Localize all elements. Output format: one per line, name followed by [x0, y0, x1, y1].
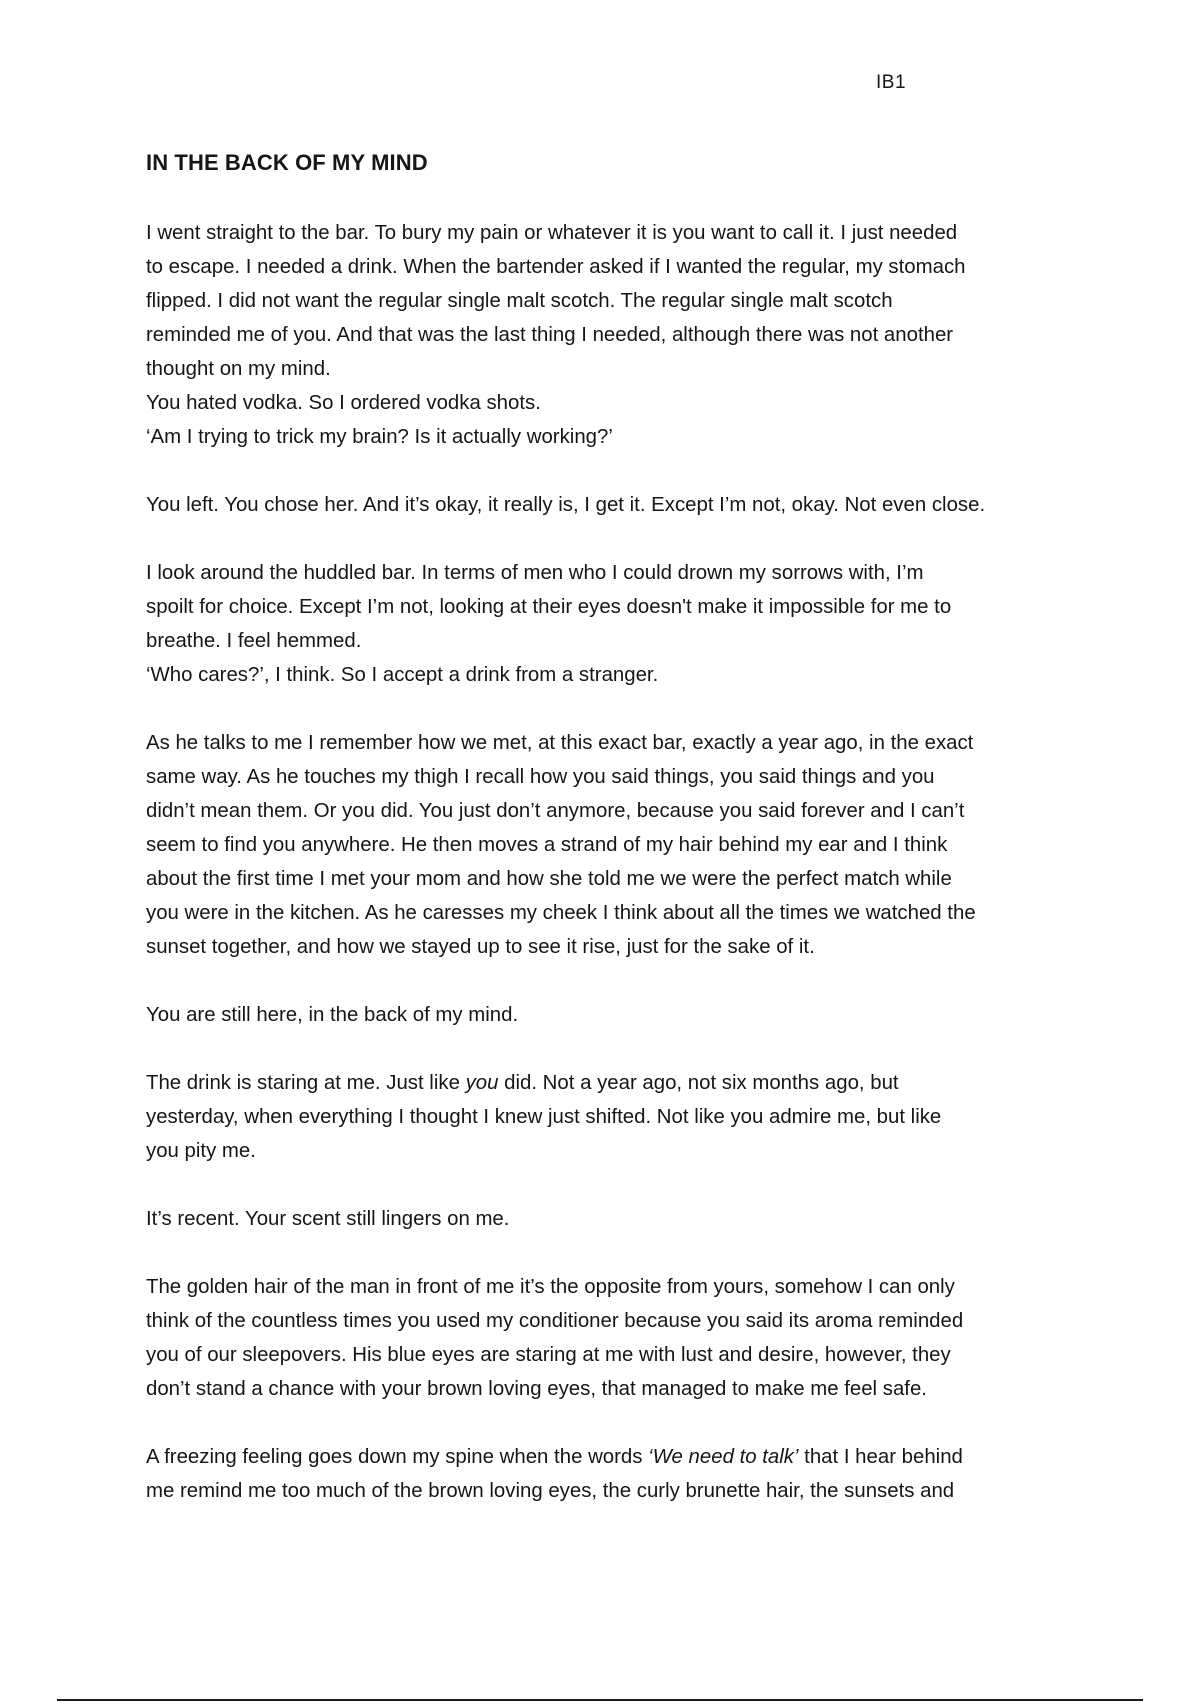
paragraph-line: me remind me too much of the brown loving eyes, the curly brunette hair, the sunsets and: [146, 1480, 955, 1502]
paragraph-8: [146, 1270, 1066, 1406]
paragraph-line: spoilt for choice. Except I’m not, looking at their eyes doesn't make it impossible for me to: [146, 596, 952, 618]
header-code: IB1: [876, 72, 907, 93]
paragraph-2: [146, 488, 1066, 522]
paragraph-4: [146, 726, 1066, 964]
paragraph-line: ‘Am I trying to trick my brain? Is it actually working?’: [146, 426, 613, 448]
paragraph-line: yesterday, when everything I thought I knew just shifted. Not like you admire me, but like: [146, 1106, 942, 1128]
text-run: that I hear behind: [798, 1446, 963, 1468]
paragraph-line: reminded me of you. And that was the last thing I needed, although there was not another: [146, 324, 954, 346]
paragraph-line: You hated vodka. So I ordered vodka shots.: [146, 392, 541, 414]
paragraph-6: [146, 1066, 1066, 1168]
document-title: IN THE BACK OF MY MIND: [146, 150, 428, 175]
paragraph-3: [146, 556, 1066, 692]
paragraph-line: thought on my mind.: [146, 358, 331, 380]
text-run: A freezing feeling goes down my spine when the words: [146, 1446, 649, 1468]
paragraph-line: sunset together, and how we stayed up to see it rise, just for the sake of it.: [146, 936, 815, 958]
paragraph-line: breathe. I feel hemmed.: [146, 630, 362, 652]
paragraph-line: same way. As he touches my thigh I recall how you said things, you said things and you: [146, 766, 935, 788]
paragraph-line: to escape. I needed a drink. When the bartender asked if I wanted the regular, my stomach: [146, 256, 966, 278]
paragraph-5: [146, 998, 1066, 1032]
document-body: [146, 216, 1066, 1508]
paragraph-line: think of the countless times you used my conditioner because you said its aroma reminded: [146, 1310, 964, 1332]
text-run: did. Not a year ago, not six months ago, but: [498, 1072, 899, 1094]
paragraph-line: I went straight to the bar. To bury my pain or whatever it is you want to call it. I just needed: [146, 222, 958, 244]
paragraph-line: about the first time I met your mom and how she told me we were the perfect match while: [146, 868, 952, 890]
paragraph-line: ‘Who cares?’, I think. So I accept a drink from a stranger.: [146, 664, 659, 686]
paragraph-1: [146, 216, 1066, 454]
paragraph-line: [146, 1066, 1066, 1100]
paragraph-9: [146, 1440, 1066, 1508]
paragraph-line: I look around the huddled bar. In terms of men who I could drown my sorrows with, I’m: [146, 562, 924, 584]
paragraph-line: [146, 1440, 1066, 1474]
paragraph-line: don’t stand a chance with your brown loving eyes, that managed to make me feel safe.: [146, 1378, 927, 1400]
paragraph-line: As he talks to me I remember how we met, at this exact bar, exactly a year ago, in the exact: [146, 732, 974, 754]
emphasized-word: you: [465, 1072, 499, 1094]
emphasized-quote: ‘We need to talk’: [648, 1446, 799, 1468]
paragraph-line: you were in the kitchen. As he caresses my cheek I think about all the times we watched the: [146, 902, 976, 924]
paragraph-line: you of our sleepovers. His blue eyes are staring at me with lust and desire, however, they: [146, 1344, 951, 1366]
paragraph-line: didn’t mean them. Or you did. You just don’t anymore, because you said forever and I can’t: [146, 800, 965, 822]
paragraph-line: It’s recent. Your scent still lingers on me.: [146, 1208, 510, 1230]
paragraph-line: The golden hair of the man in front of me it’s the opposite from yours, somehow I can only: [146, 1276, 955, 1298]
paragraph-line: flipped. I did not want the regular single malt scotch. The regular single malt scotch: [146, 290, 893, 312]
text-run: The drink is staring at me. Just like: [146, 1072, 466, 1094]
paragraph-7: [146, 1202, 1066, 1236]
paragraph-line: You are still here, in the back of my mind.: [146, 1004, 519, 1026]
paragraph-line: seem to find you anywhere. He then moves a strand of my hair behind my ear and I think: [146, 834, 948, 856]
paragraph-line: You left. You chose her. And it’s okay, it really is, I get it. Except I’m not, okay. Not even close.: [146, 494, 986, 516]
paragraph-line: you pity me.: [146, 1140, 256, 1162]
